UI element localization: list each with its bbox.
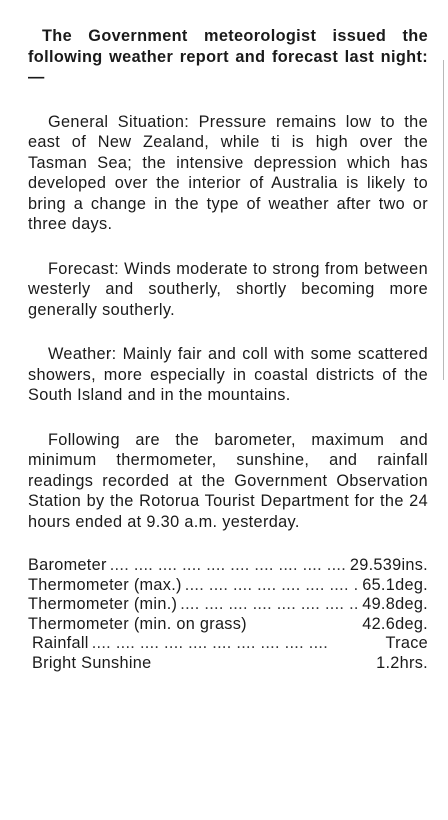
reading-row-thermometer-grass bbox=[28, 615, 428, 635]
leader-dots bbox=[110, 556, 347, 576]
reading-value: 65.1deg. bbox=[362, 575, 428, 594]
reading-label: Bright Sunshine bbox=[32, 653, 152, 672]
readings-table bbox=[28, 556, 428, 673]
reading-value: Trace bbox=[385, 634, 428, 652]
reading-row-thermometer-max bbox=[28, 576, 428, 596]
reading-row-barometer bbox=[28, 556, 428, 576]
reading-label: Thermometer (min.) bbox=[28, 595, 178, 613]
reading-label: Thermometer (min. on grass) bbox=[28, 614, 247, 633]
leader-dots bbox=[92, 634, 383, 654]
reading-label: Barometer bbox=[28, 556, 107, 574]
reading-label: Rainfall bbox=[32, 634, 89, 652]
reading-row-thermometer-min bbox=[28, 595, 428, 615]
forecast-paragraph: Forecast: Winds moderate to strong from between westerly and southerly, shortly becoming more generally southerly. bbox=[28, 259, 428, 319]
reading-row-rainfall bbox=[28, 634, 428, 654]
weather-paragraph: Weather: Mainly fair and coll with some scattered showers, more especially in coastal districts of the South Island and in the mountains. bbox=[28, 345, 428, 404]
general-situation-paragraph: General Situation: Pressure remains low to the east of New Zealand, while ti is high over the Tasman Sea; the intensive depression which has developed over the interior of Australia is likely to bring a change in the type of weather after two or three days. bbox=[28, 112, 428, 233]
leader-dots bbox=[180, 595, 359, 615]
leader-dots bbox=[185, 576, 359, 596]
readings-intro-paragraph: Following are the barometer, maximum and minimum thermometer, sunshine, and rainfall readings recorded at the Government Observation Station by the Rotorua Tourist Department for the 24 hours ended at 9.30 a.m. yesterday. bbox=[28, 430, 428, 531]
reading-row-bright-sunshine bbox=[28, 654, 428, 674]
reading-value: 1.2hrs. bbox=[376, 653, 428, 672]
reading-label: Thermometer (max.) bbox=[28, 575, 182, 594]
reading-value: 42.6deg. bbox=[362, 614, 428, 633]
reading-value: 49.8deg. bbox=[362, 595, 428, 613]
column-rule bbox=[443, 60, 444, 380]
reading-value: 29.539ins. bbox=[349, 556, 428, 574]
report-intro: The Government meteorologist issued the following weather report and forecast last night:— bbox=[28, 27, 428, 86]
